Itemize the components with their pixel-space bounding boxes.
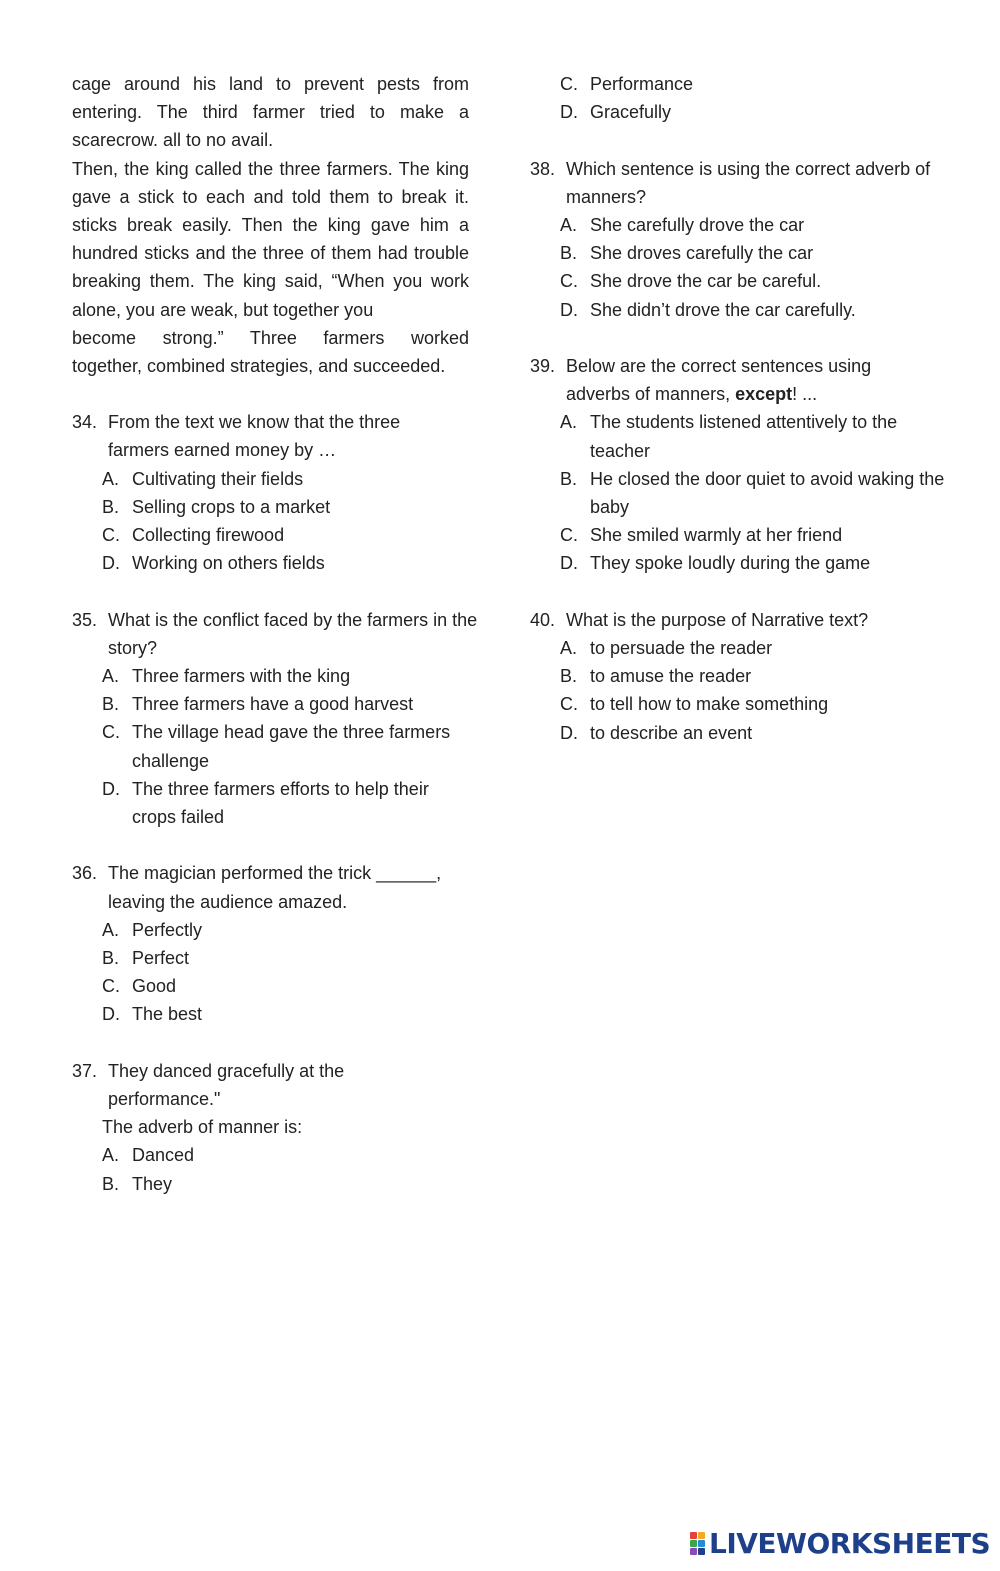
option-b[interactable]: B. They [102,1173,173,1194]
question-34 [72,408,469,577]
question-37-options-continued [560,70,930,126]
logo-square-1 [690,1532,697,1539]
option-c[interactable]: C. to tell how to make something [560,694,829,715]
passage-line: cage around his land to prevent pests from [72,74,469,94]
option-d[interactable]: D. She didn’t drove the car carefully. [560,299,856,320]
option-b[interactable]: B. to amuse the reader [560,666,752,687]
question-text-end: ! ... [792,384,818,405]
option-a[interactable]: A. Danced [102,1145,195,1166]
option-b[interactable]: B. He closed the door quiet to avoid waking the baby [560,468,945,518]
logo-square-5 [690,1548,697,1555]
question-36 [72,859,469,1028]
option-c[interactable]: C. Good [102,976,177,997]
option-b[interactable]: B. Selling crops to a market [102,496,331,517]
option-c[interactable]: C. Collecting firewood [102,525,285,546]
question-text: What is the purpose of Narrative text? [566,609,869,630]
question-text: From the text we know that the three farmers earned money by … [108,412,401,461]
options-list [560,211,930,324]
logo-square-6 [698,1548,705,1555]
question-number: 39. [530,356,556,376]
options-list [102,465,469,578]
passage-line: alone, you are weak, but together you [72,299,374,320]
question-text: They danced gracefully at the performance." [108,1060,345,1110]
story-passage [72,70,469,380]
question-number: 35. [72,609,98,630]
question-40 [530,606,930,747]
question-text-emphasis: except [735,384,793,405]
passage-line: become strong.” Three farmers worked [72,327,469,348]
option-a[interactable]: A. The students listened attentively to the teacher [560,412,898,461]
passage-line: Then, the king called the three farmers. The king [72,158,469,179]
question-text: What is the conflict faced by the farmers in the story? [108,609,478,658]
option-b[interactable]: B. She droves carefully the car [560,243,814,264]
passage-line: sticks break easily. Then the king gave him a [72,214,469,235]
option-d[interactable]: D. They spoke loudly during the game [560,553,871,574]
question-37 [72,1057,469,1198]
option-c[interactable]: C. The village head gave the three farmers challenge [102,722,451,771]
options-list [560,634,930,747]
options-list [102,916,469,1029]
question-number: 37. [72,1060,98,1081]
logo-text: LIVEWORKSHEETS [709,1526,991,1560]
liveworksheets-logo [690,1528,990,1558]
question-number: 40. [530,609,556,630]
options-list [560,408,945,577]
option-d[interactable]: D. Working on others fields [102,553,325,574]
question-38 [530,155,930,324]
question-number: 34. [72,412,98,433]
option-c[interactable]: C. Performance [560,74,694,94]
left-column [72,70,478,1198]
logo-square-2 [698,1532,705,1539]
option-c[interactable]: C. She smiled warmly at her friend [560,525,843,546]
passage-line: hundred sticks and the three of them had trouble [72,243,469,264]
passage-line: scarecrow. all to no avail. [72,130,274,151]
question-number: 38. [530,158,556,179]
option-c[interactable]: C. She drove the car be careful. [560,271,822,292]
option-a[interactable]: A. She carefully drove the car [560,215,805,235]
question-note: The adverb of manner is: [102,1117,303,1138]
passage-line: breaking them. The king said, “When you work [72,271,469,292]
option-b[interactable]: B. Three farmers have a good harvest [102,694,414,715]
option-a[interactable]: A. Cultivating their fields [102,468,304,489]
question-text: Which sentence is using the correct adverb of manners? [566,158,931,207]
options-list [102,662,469,831]
option-d[interactable]: D. The best [102,1004,203,1025]
option-a[interactable]: A. Perfectly [102,919,203,940]
option-d[interactable]: D. to describe an event [560,722,753,743]
passage-line: gave a stick to each and told them to break it. [72,186,469,207]
passage-line: together, combined strategies, and succeeded. [72,355,446,376]
option-b[interactable]: B. Perfect [102,948,190,969]
option-a[interactable]: A. to persuade the reader [560,638,773,659]
question-35 [72,606,478,832]
option-d[interactable]: D. Gracefully [560,102,672,123]
question-text: The magician performed the trick ______, leaving the audience amazed. [108,863,442,912]
logo-icon [690,1532,705,1555]
question-number: 36. [72,863,98,884]
passage-line: entering. The third farmer tried to make a [72,102,469,123]
option-d[interactable]: D. The three farmers efforts to help their crops failed [102,778,429,828]
question-39 [530,352,945,578]
question-text-start: Below are the correct sentences using adverbs of manners, [566,356,872,405]
logo-square-3 [690,1540,697,1547]
right-column [530,70,945,747]
logo-square-4 [698,1540,705,1547]
option-a[interactable]: A. Three farmers with the king [102,666,351,687]
options-list [102,1141,469,1197]
